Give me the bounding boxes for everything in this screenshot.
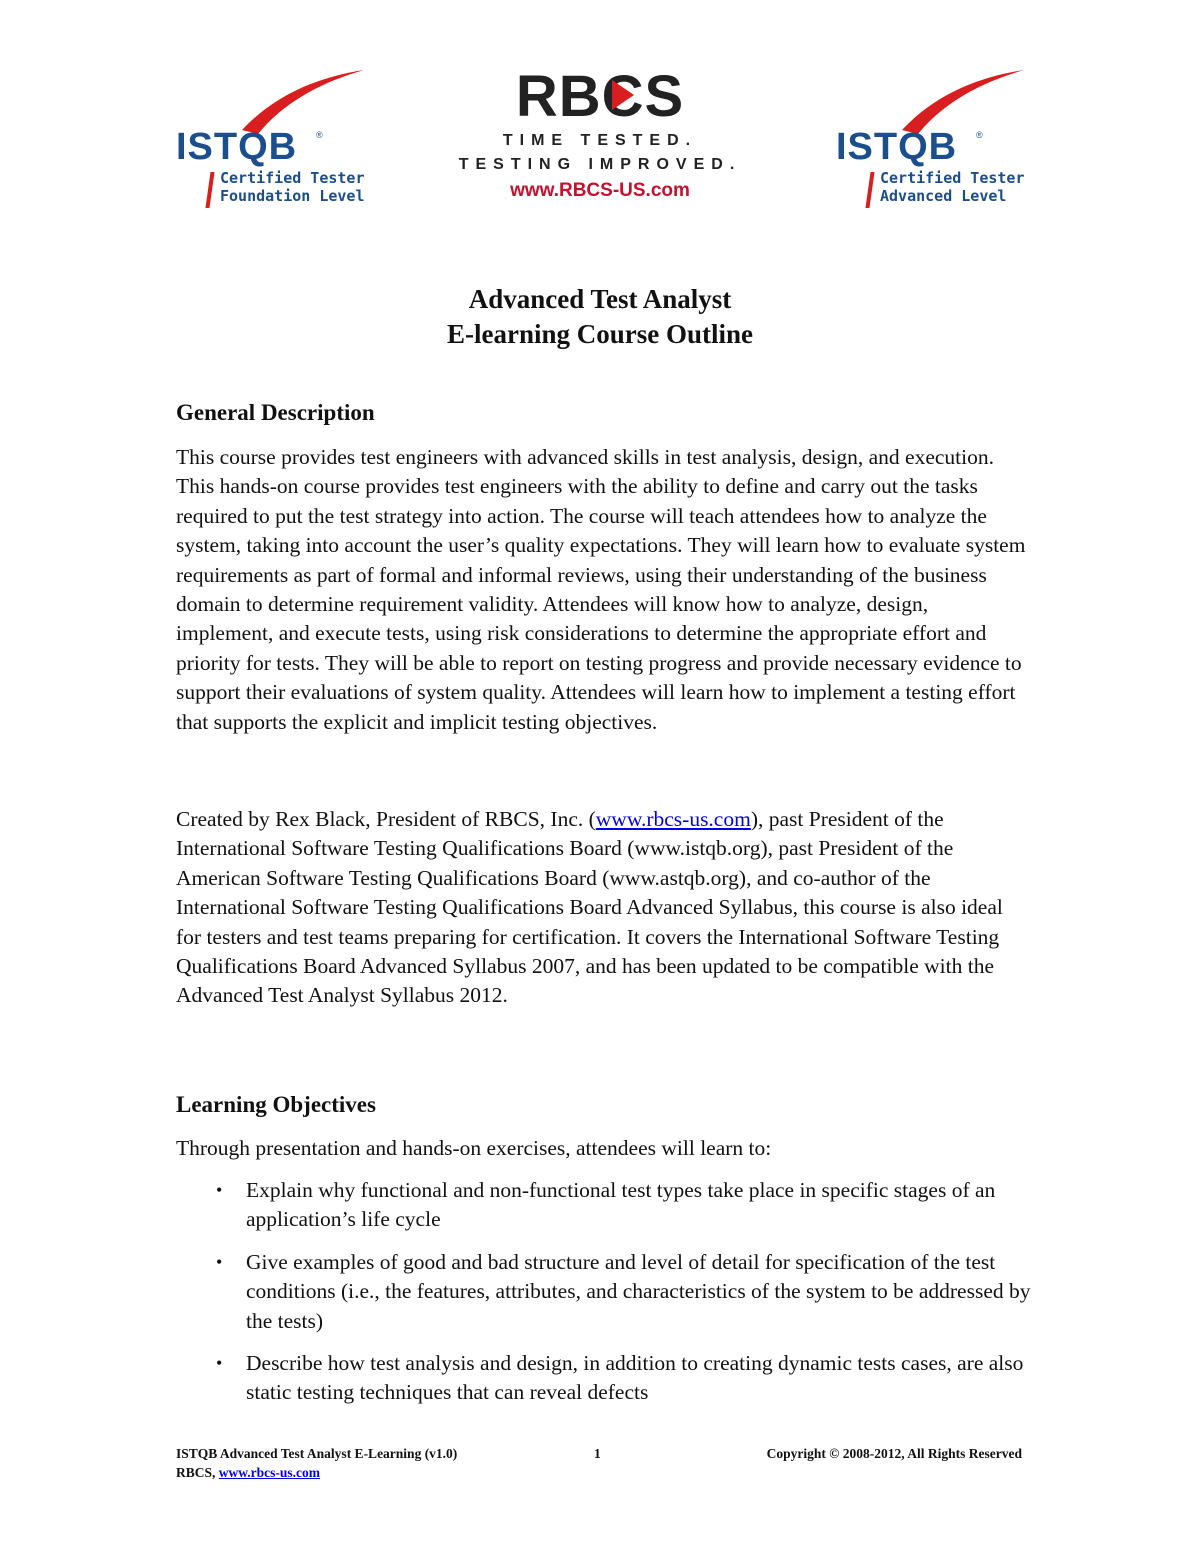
objectives-intro: Through presentation and hands-on exercises, attendees will learn to: — [176, 1136, 772, 1160]
rbcs-wordmark: RBCS — [515, 64, 685, 129]
istqb-level-line: Foundation Level — [220, 187, 365, 205]
istqb-wordmark: ISTQB — [836, 126, 958, 168]
objective-text: Describe how test analysis and design, in addition to creating dynamic tests cases, are also static testing techniques that can reveal defects — [246, 1351, 1024, 1405]
page-number: 1 — [594, 1446, 601, 1461]
rbcs-tagline-2: TESTING IMPROVED. — [458, 156, 742, 173]
istqb-certified-line: Certified Tester — [880, 169, 1025, 187]
list-item — [176, 1176, 1036, 1235]
rbcs-tagline-1: TIME TESTED. — [502, 132, 698, 149]
objective-text: Give examples of good and bad structure and level of detail for specification of the test conditions (i.e., the features, attributes, and characteristics of the system to be addressed by the tests) — [246, 1249, 1031, 1333]
general-description-paragraph: This course provides test engineers with advanced skills in test analysis, design, and execution. This hands-on course provides test engineers with the ability to define and carry out the tasks required to put the test strategy into action. The course will teach attendees how to analyze the system, taking into account the user’s quality expectations. They will learn how to evaluate system requirements as part of formal and informal reviews, using their understanding of the business domain to determine requirement validity. Attendees will know how to analyze, design, implement, and execute tests, using risk considerations to determine the appropriate effort and priority for tests. They will be able to report on testing progress and provide necessary evidence to support their evaluations of system quality. Attendees will learn how to implement a testing effort that supports the explicit and implicit testing objectives. — [176, 445, 1026, 734]
play-triangle-icon — [612, 80, 634, 110]
registered-mark: ® — [316, 130, 323, 140]
registered-mark: ® — [976, 130, 983, 140]
list-item — [176, 1349, 1036, 1408]
rbcs-logo — [440, 66, 760, 216]
bullet-icon: • — [216, 1353, 223, 1374]
istqb-level-line: Advanced Level — [880, 187, 1007, 205]
bullet-icon: • — [216, 1251, 223, 1272]
footer-line-2 — [176, 1465, 1026, 1481]
rbcs-url: www.RBCS-US.com — [510, 180, 690, 201]
istqb-certified-line: Certified Tester — [220, 169, 365, 187]
objectives-list — [176, 1176, 1036, 1421]
footer-course-title: ISTQB Advanced Test Analyst E-Learning (v1.0) — [176, 1446, 458, 1461]
list-item — [176, 1248, 1036, 1336]
objective-text: Explain why functional and non-functional test types take place in specific stages of an application’s life cycle — [246, 1178, 996, 1232]
author-text-after: ), past President of the International Software Testing Qualifications Board (www.istqb.org), past President of the American Software Testing Qualifications Board (www.astqb.org), and co-author of the International Software Testing Qualifications Board Advanced Syllabus, this course is also ideal for testers and test teams preparing for certification. It covers the International Software Testing Qualifications Board Advanced Syllabus 2007, and has been updated to be compatible with the Advanced Test Analyst Syllabus 2012. — [176, 807, 1003, 1008]
document-subtitle: E-learning Course Outline — [446, 319, 753, 349]
author-paragraph — [176, 805, 1026, 1011]
red-bar-icon — [865, 172, 874, 208]
author-text-before: Created by Rex Black, President of RBCS, Inc. ( — [176, 807, 596, 831]
istqb-foundation-logo — [172, 68, 372, 218]
learning-objectives-heading: Learning Objectives — [176, 1092, 376, 1117]
istqb-wordmark: ISTQB — [176, 126, 298, 168]
footer-website-link[interactable]: www.rbcs-us.com — [218, 1465, 321, 1480]
rbcs-website-link[interactable]: www.rbcs-us.com — [595, 807, 751, 831]
document-title: Advanced Test Analyst — [468, 284, 732, 314]
footer-copyright: Copyright © 2008-2012, All Rights Reserved — [766, 1446, 1022, 1461]
bullet-icon: • — [216, 1180, 223, 1200]
red-bar-icon — [205, 172, 214, 208]
general-description-heading: General Description — [176, 400, 375, 425]
istqb-advanced-logo — [832, 68, 1032, 218]
footer-company: RBCS, — [176, 1465, 219, 1480]
